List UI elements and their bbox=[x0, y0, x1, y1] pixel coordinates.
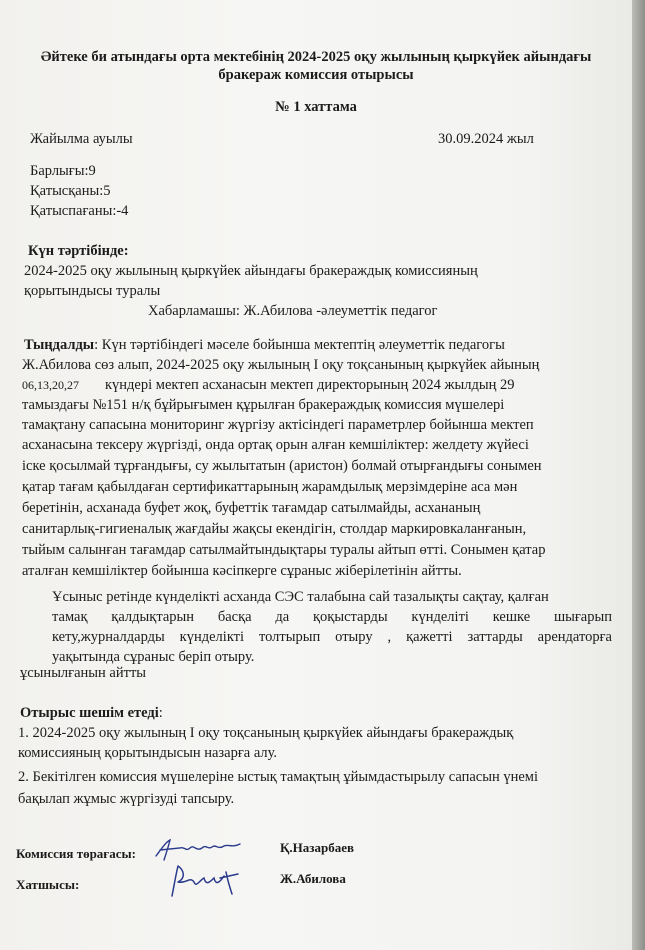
place: Жайылма ауылы bbox=[30, 131, 133, 147]
decision-item-2-line-1: 2. Бекітілген комиссия мүшелеріне ыстық тамақтың ұйымдастырылу сапасын үнемі bbox=[18, 769, 538, 785]
present-count: Қатысқаны:5 bbox=[30, 183, 111, 199]
heard-line-9: беретінін, асханада буфет жоқ, буфеттік тағамдар сатылмайды, асхананың bbox=[22, 500, 481, 516]
chair-name: Қ.Назарбаев bbox=[280, 840, 355, 855]
heard-line-6: асханасына тексеру жүргізді, онда ортақ орын алған кемшіліктер: желдету жүйесі bbox=[22, 437, 529, 453]
secretary-label: Хатшысы: bbox=[16, 877, 80, 892]
heard-label: Тыңдалды bbox=[24, 337, 95, 353]
decision-item-1-line-2: комиссияның қорытындысын назарға алу. bbox=[18, 745, 278, 761]
agenda-speaker: Хабарламашы: Ж.Абилова -әлеуметтік педагог bbox=[148, 303, 438, 319]
absent-count: Қатыспағаны:-4 bbox=[30, 203, 129, 219]
date: 30.09.2024 жыл bbox=[438, 131, 534, 147]
page-edge-shadow bbox=[632, 0, 645, 950]
secretary-name: Ж.Абилова bbox=[280, 871, 346, 886]
suggestion-line-5: ұсынылғанын айтты bbox=[20, 665, 147, 681]
decision-item-2-line-2: бақылап жұмыс жүргізуді тапсыру. bbox=[18, 791, 235, 807]
total-count: Барлығы:9 bbox=[30, 163, 96, 179]
heard-line-5: тамақтану сапасына мониторинг жүргізу актісіндегі параметрлер бойынша мектеп bbox=[22, 417, 534, 433]
decision-item-1-line-1: 1. 2024-2025 оқу жылының І оқу тоқсанының қыркүйек айындағы бракераждық bbox=[18, 725, 514, 741]
suggestion-line-2: тамақ қалдықтарын басқа да қоқыстарды күнделіті кешке шығарып bbox=[52, 609, 612, 625]
protocol-number: № 1 хаттама bbox=[275, 99, 357, 115]
title-line-1: Әйтеке би атындағы орта мектебінің 2024-2025 оқу жылының қыркүйек айындағы bbox=[40, 49, 592, 65]
suggestion-line-3: кету,журналдарды күнделікті толтырып отыру , қажетті заттарды арендаторға bbox=[52, 629, 612, 645]
agenda-line-2: қорытындысы туралы bbox=[24, 283, 161, 299]
agenda-heading: Күн тәртібінде: bbox=[28, 243, 129, 259]
inspection-dates: 06,13,20,27 bbox=[22, 378, 79, 392]
secretary-signature bbox=[164, 860, 244, 902]
decision-heading: Отырыс шешім етеді: bbox=[20, 705, 163, 721]
suggestion-line-4: уақытында сұраныс беріп отыру. bbox=[52, 649, 255, 665]
heard-line-3: 06,13,20,27 күндері мектеп асханасын мектеп директорының 2024 жылдың 29 bbox=[22, 377, 515, 393]
heard-line-4: тамыздағы №151 н/қ бұйрығымен құрылған бракераждық комиссия мүшелері bbox=[22, 397, 505, 413]
suggestion-line-1: Ұсыныс ретінде күнделікті асханда СЭС талабына сай тазалықты сақтау, қалған bbox=[52, 589, 549, 605]
heard-line-11: тыйым салынған тағамдар сатылмайтындықтары туралы айтып өтті. Сонымен қатар bbox=[22, 542, 546, 558]
heard-line-2: Ж.Абилова сөз алып, 2024-2025 оқу жылының І оқу тоқсанының қыркүйек айының bbox=[22, 357, 540, 373]
heard-line-12: аталған кемшіліктер бойынша кәсіпкерге сұраныс жіберілетінін айтты. bbox=[22, 563, 462, 579]
chair-label: Комиссия төрағасы: bbox=[16, 846, 136, 861]
agenda-line-1: 2024-2025 оқу жылының қыркүйек айындағы бракераждық комиссияның bbox=[24, 263, 478, 279]
heard-line-10: санитарлық-гигиеналық жағдайы жақсы екендігін, столдар маркировкаланғанын, bbox=[22, 521, 527, 537]
heard-line-8: қатар тағам қабылдаған сертификаттарының жарамдылық мерзімдеріне аса мән bbox=[22, 479, 518, 495]
heard-line-1: Тыңдалды: Күн тәртібіндегі мәселе бойынша мектептің әлеуметтік педагогы bbox=[24, 337, 505, 353]
heard-line-7: іске қосылмай тұрғандығы, су жылытатын (аристон) болмай отырғандығы сонымен bbox=[22, 458, 542, 474]
title-line-2: бракераж комиссия отырысы bbox=[218, 67, 414, 83]
